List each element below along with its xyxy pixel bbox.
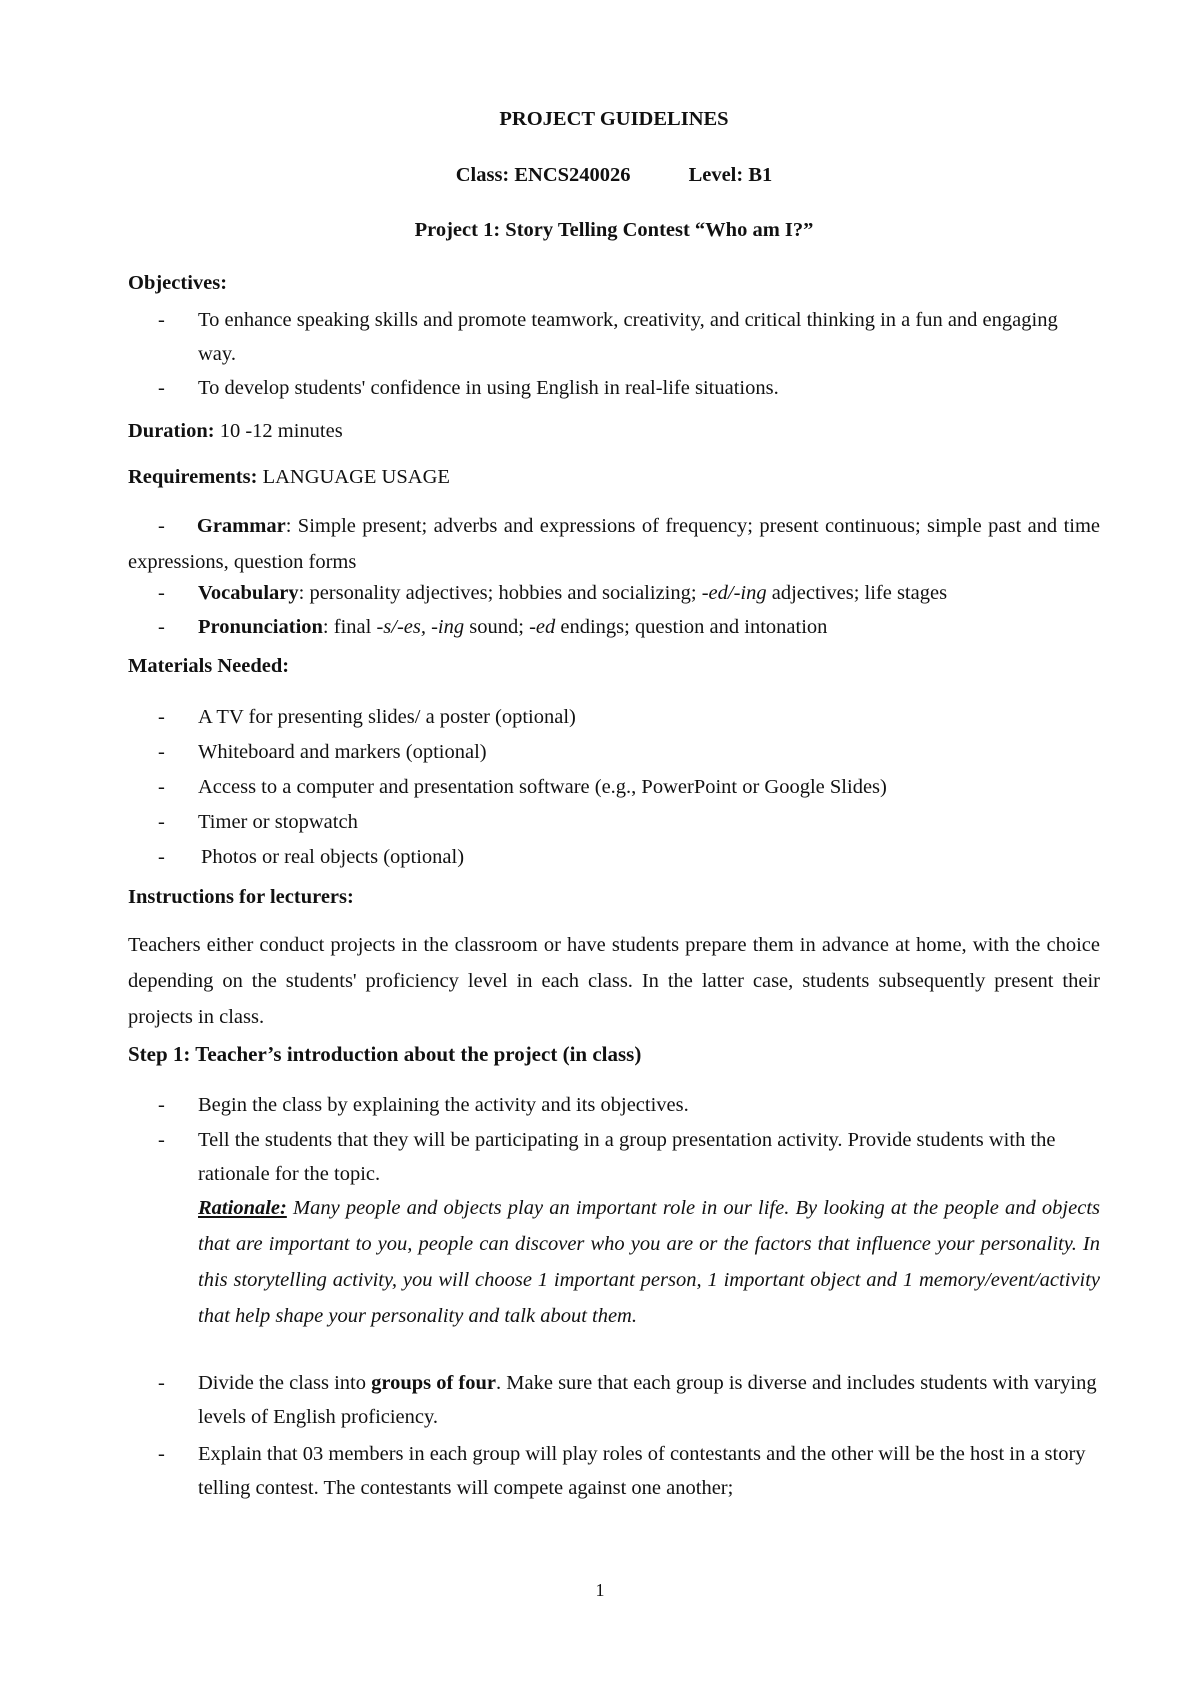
grammar-item: - Grammar: Simple present; adverbs and expressions of frequency; present continuous; simple past and time expressions, question forms (128, 515, 1101, 573)
class-level-line (128, 164, 1100, 187)
instructions-heading: Instructions for lecturers: (128, 886, 354, 908)
project-title: Project 1: Story Telling Contest “Who am I?” (414, 219, 814, 241)
page-title: PROJECT GUIDELINES (499, 108, 729, 130)
class-label: Class: ENCS240026 (455, 164, 631, 186)
step1-heading: Step 1: Teacher’s introduction about the project (in class) (128, 1042, 642, 1066)
document-page: PROJECT GUIDELINES Class: ENCS240026 Level: B1 Project 1: Story Telling Contest “Who am I?” Objectives: - To enhance speaking skills and promote teamwork, creativity, and critical thinking in a fun and engaging way. - To develop students' confidence in using English in real-life situations. Duration: 10 -12 minutes Requirements: LANGUAGE USAGE - Grammar: Simple present; adverbs and expressions of frequency; present continuous; simple past and time expressions, question forms - Vocabulary: personality adjectives; hobbies and socializing; -ed/-ing adjectives; life stages - Pronunciation: final -s/-es, -ing sound; -ed endings; question and intonation Materials Needed: - A TV for presenting slides/ a poster (optional) - Whiteboard and markers (optional) - Access to a computer and presentation software (e.g., PowerPoint or Google Slides) - Timer or stopwatch - Photos or real objects (optional) Instructions for lecturers: Teachers either conduct projects in the classroom or have students prepare them in advance at home, with the choice depending on the students' proficiency level in each class. In the latter case, students subsequently present their projects in class. Step 1: Teacher’s introduction about the project (in class) - Begin the class by explaining the activity and its objectives. - Tell the students that they will be participating in a group presentation activity. Provide students with the rationale for the topic. Rationale: Many people and objects play an important role in our life. By looking at the people and objects that are important to you, people can discover who you are or the factors that influence your personality. In this storytelling activity, you will choose 1 important person, 1 important object and 1 memory/event/activity that help shape your personality and talk about them. - Divide the class into groups of four. Make sure that each group is diverse and includes students with varying levels of English proficiency. - Explain that 03 members in each group will play roles of contestants and the other will be the host in a story telling contest. The contestants will compete against one another; 1 (0, 0, 1200, 1694)
page-number: 1 (595, 1580, 605, 1600)
objectives-heading: Objectives: (128, 272, 228, 294)
rationale-block: Rationale: Many people and objects play an important role in our life. By looking at the people and objects that are important to you, people can discover who you are or the factors that influence your personality. In this storytelling activity, you will choose 1 important person, 1 important object and 1 memory/event/activity that help shape your personality and talk about them. (198, 1197, 1100, 1327)
level-label: Level: B1 (688, 164, 773, 186)
duration-line: Duration: 10 -12 minutes (128, 420, 343, 442)
instructions-paragraph: Teachers either conduct projects in the classroom or have students prepare them in advance at home, with the choice depending on the students' proficiency level in each class. In the latter case, students subsequently present their projects in class. (128, 934, 1100, 1028)
requirements-line: Requirements: LANGUAGE USAGE (128, 466, 450, 488)
materials-heading: Materials Needed: (128, 655, 290, 677)
